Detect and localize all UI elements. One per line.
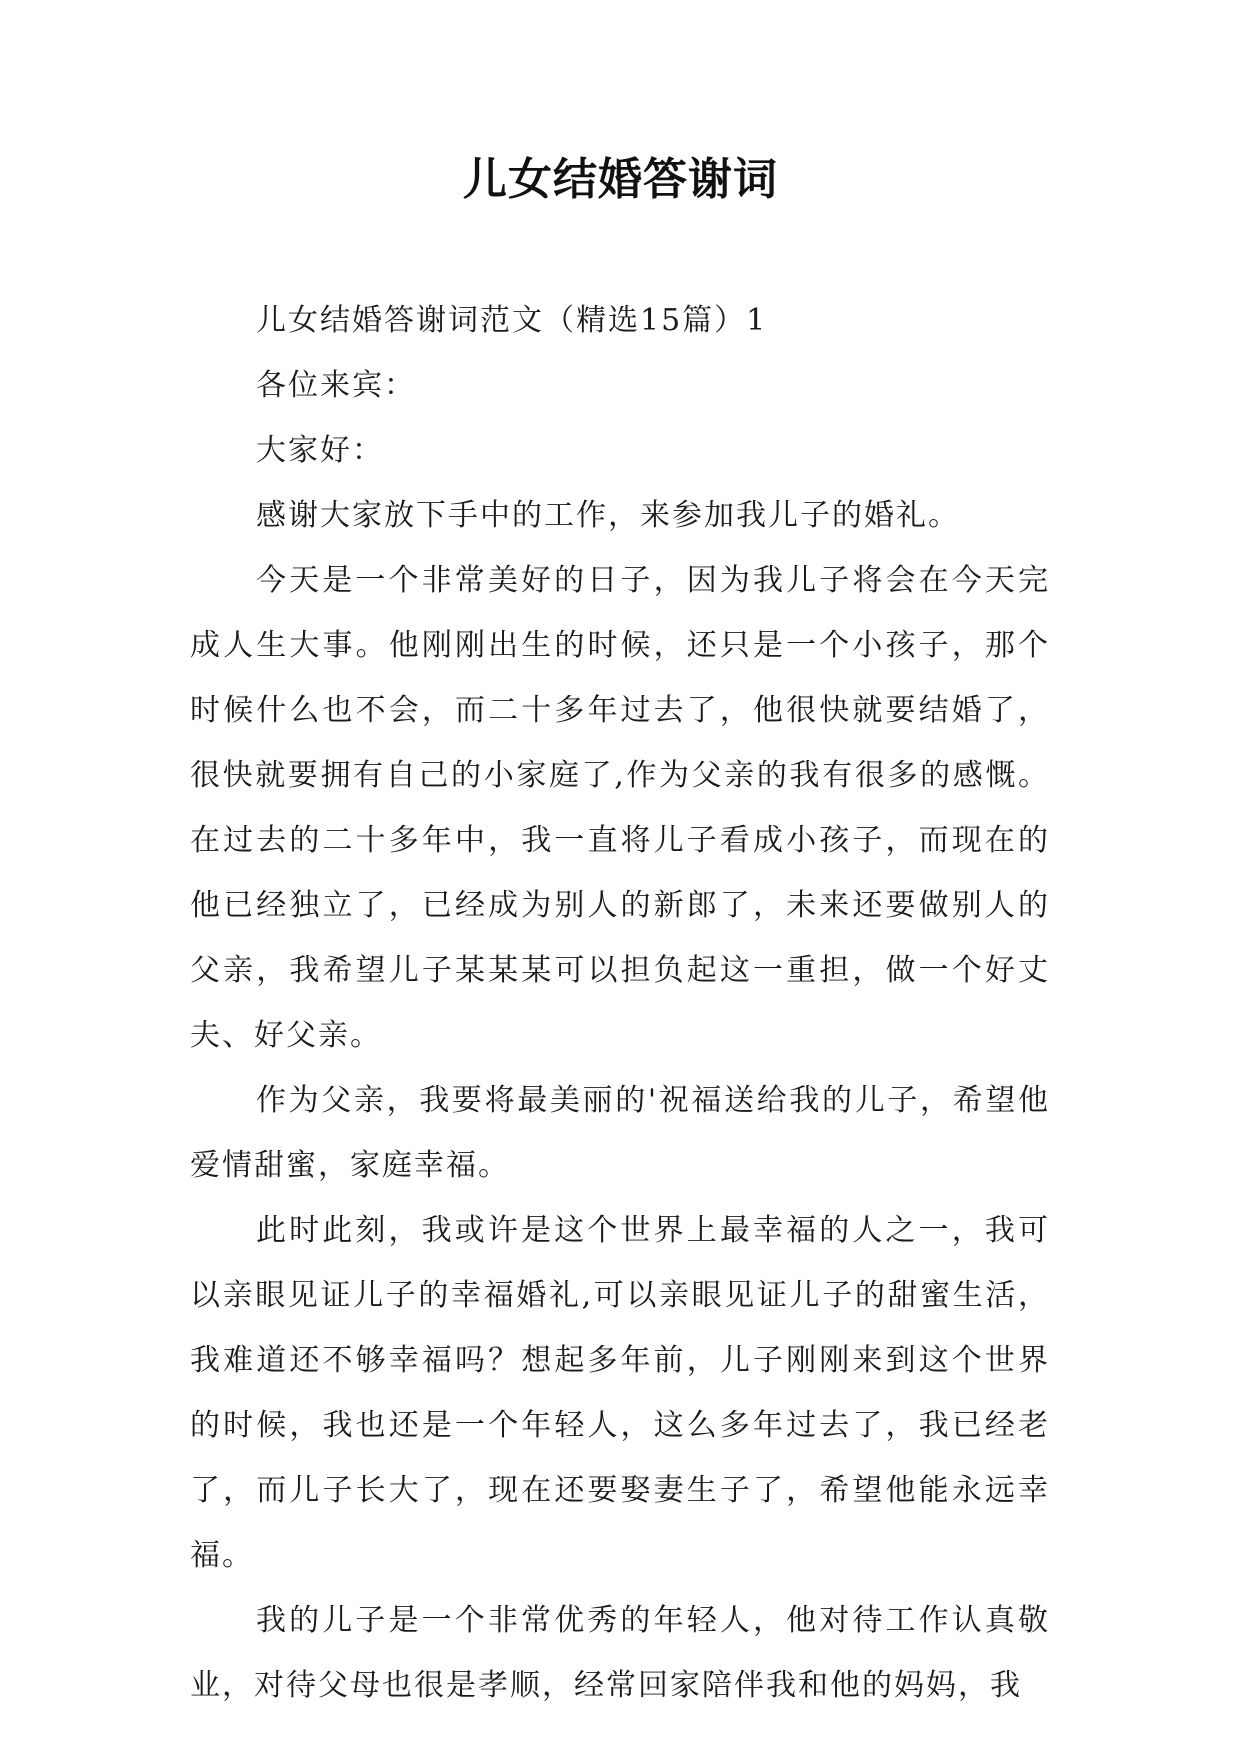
- paragraph: 此时此刻，我或许是这个世界上最幸福的人之一，我可以亲眼见证儿子的幸福婚礼,可以亲眼见证儿子的甜蜜生活，我难道还不够幸福吗？想起多年前，儿子刚刚来到这个世界的时候，我也还是一个年轻人，这么多年过去了，我已经老了，而儿子长大了，现在还要娶妻生子了，希望他能永远幸福。: [190, 1213, 1050, 1573]
- paragraph: 今天是一个非常美好的日子，因为我儿子将会在今天完成人生大事。他刚刚出生的时候，还只是一个小孩子，那个时候什么也不会，而二十多年过去了，他很快就要结婚了，很快就要拥有自己的小家庭了,作为父亲的我有很多的感慨。在过去的二十多年中，我一直将儿子看成小孩子，而现在的他已经独立了，已经成为别人的新郎了，未来还要做别人的父亲，我希望儿子某某某可以担负起这一重担，做一个好丈夫、好父亲。: [190, 563, 1050, 1053]
- paragraph-salutation: 各位来宾：: [256, 368, 416, 403]
- document-body: [190, 288, 1050, 1718]
- paragraph: 感谢大家放下手中的工作，来参加我儿子的婚礼。: [256, 498, 960, 533]
- paragraph-greeting: 大家好：: [256, 433, 384, 468]
- paragraph: 作为父亲，我要将最美丽的'祝福送给我的儿子，希望他爱情甜蜜，家庭幸福。: [190, 1083, 1050, 1183]
- paragraph: 我的儿子是一个非常优秀的年轻人，他对待工作认真敬业，对待父母也很是孝顺，经常回家陪伴我和他的妈妈，我: [190, 1603, 1050, 1703]
- document-title: 儿女结婚答谢词: [463, 154, 778, 205]
- paragraph-heading: 儿女结婚答谢词范文（精选15篇）1: [256, 303, 768, 338]
